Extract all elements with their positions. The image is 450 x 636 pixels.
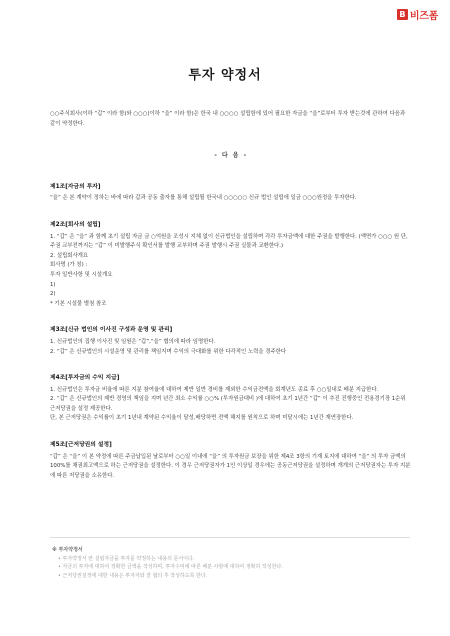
section-line: 1. 신규법인의 집행 이사진 및 임원은 “갑”,“을” 협의에 따라 임명한다. <box>50 338 216 345</box>
section-title: 제3조[신규 법인의 이사진 구성과 운영 및 관리] <box>50 327 173 334</box>
notes-item-text: 투자약정서 란 설립자금을 투자를 약정하는 내용의 문서이다. <box>62 556 195 563</box>
notes-item: • 자금의 투자에 대하여 정확한 금액을 작성하며, 투자수익에 따른 배분 사항에 대하여 정확히 작성한다. <box>58 564 283 571</box>
brand-logo[interactable] <box>397 7 438 22</box>
section-line: 단, 본 근저당권은 수익률이 초기 1년내 계약된 수익율이 달성,배당하면 전액 해지를 원칙으로 하며 미달시에는 1년간 재연장한다. <box>50 415 354 422</box>
notes-item: • 투자약정서 란 설립자금을 투자를 약정하는 내용의 문서이다. <box>58 556 195 563</box>
notes-box <box>52 546 412 580</box>
document-body <box>50 110 412 498</box>
section-line: 2) <box>50 291 56 298</box>
center-heading: - 다 음 - <box>214 152 248 160</box>
section-4 <box>50 374 412 424</box>
notes-divider <box>50 537 410 538</box>
section-3 <box>50 326 412 357</box>
section-title: 제5조[근저당권의 설정] <box>50 442 112 449</box>
section-title: 제4조[투자금의 수익 지급] <box>50 375 120 382</box>
section-line: “갑” 은 “을” 이 본 약정에 따른 주금납입된 날로부터 ○○일 이내에 “을” 의 투자원금 보장을 위한 제4조 3항의 기재 토지에 대하여 “을” 의 투자 금액의 100%를 채권최고액으로 하는 근저당권을 설정한다. 이 경우 근저당권자가 1인 이상일 경우에는 공동근저당권을 설정하며 개개의 근저당권자는 투자 지분에 따른 저당권을 소유한다. <box>50 453 411 479</box>
section-line: 2. “갑” 은 신규법인의 제반 경영의 책임을 지며 년간 최소 수익률 ○○% (투자원금대비 )에 대하여 초기 1년간 “갑” 이 추진 진행중인 전용경기장 1순위 근저당권을 설정 제공한다. <box>50 396 406 412</box>
section-1 <box>50 183 412 204</box>
section-line: “을” 은 본 계약이 정하는 바에 따라 갑과 공동 출자를 통해 설립될 한국내 ○○○○○ 신규 법인 설립에 일금 ○○○원정을 투자한다. <box>50 195 357 202</box>
notes-item: • 근저당권설정에 대한 내용은 투자자와 잘 협의 후 작성하도록 한다. <box>58 572 208 579</box>
section-line: 투자 일반사항 및 시설개요 <box>50 271 113 278</box>
section-line: 1. “갑” 은 “을” 과 함께 초기 설립 자금 금 ○억원을 조성시 지체 없이 신규법인을 설립하며 각각 투자금액에 대한 주권을 발행한다. (액면가 ○○○ 원 단,주권 교부전까지는 “갑” 이 미발행주식 확인서를 발행 교부하며 주권 발행시 주권 실물과 교환한다.) <box>50 233 408 250</box>
section-2 <box>50 221 412 309</box>
brand-logo-text: 비즈폼 <box>409 11 438 22</box>
notes-item-text: 자금의 투자에 대하여 정확한 금액을 작성하며, 투자수익에 따른 배분 사항에 대하여 정확히 작성한다. <box>62 564 283 571</box>
section-line: * 기본 시설물 별첨 참조 <box>50 300 107 307</box>
section-line: 2. 설립회사개요 <box>50 252 89 259</box>
section-line: 1. 신규법인은 투자금 비율에 따른 지분 참여율에 대하여 제반 일반 경비를 제외한 수익금전액을 회계년도 종료 후 ○○일내로 배분 지급한다. <box>50 386 379 393</box>
section-5 <box>50 441 412 481</box>
section-line: 회사명 (가 칭) : <box>50 262 88 269</box>
document-title: 투자 약정서 <box>188 68 262 83</box>
section-title: 제1조[자금의 투자] <box>50 183 101 190</box>
section-line: 2. “갑” 은 신규법인의 시설운영 및 관리를 책임지며 수익의 극대화를 위한 다각적인 노력을 경주한다 <box>50 348 287 355</box>
notes-title: ※ 투자약정서 <box>52 547 83 553</box>
section-line: 1) <box>50 281 56 288</box>
intro-paragraph: ○○주식회사(이하 “갑” 이라 함)와 ○○○(이하 “을” 이라 함)은 한국 내 ○○○○ 설립함에 있어 필요한 자금을 “을”로부터 투자 받는것에 관하여 다음과 같이 약정한다. <box>50 111 406 127</box>
section-title: 제2조[회사의 설립] <box>50 221 101 228</box>
notes-item-text: 근저당권설정에 대한 내용은 투자자와 잘 협의 후 작성하도록 한다. <box>62 572 208 579</box>
brand-logo-icon: B <box>397 9 408 20</box>
notes-list <box>58 555 412 580</box>
